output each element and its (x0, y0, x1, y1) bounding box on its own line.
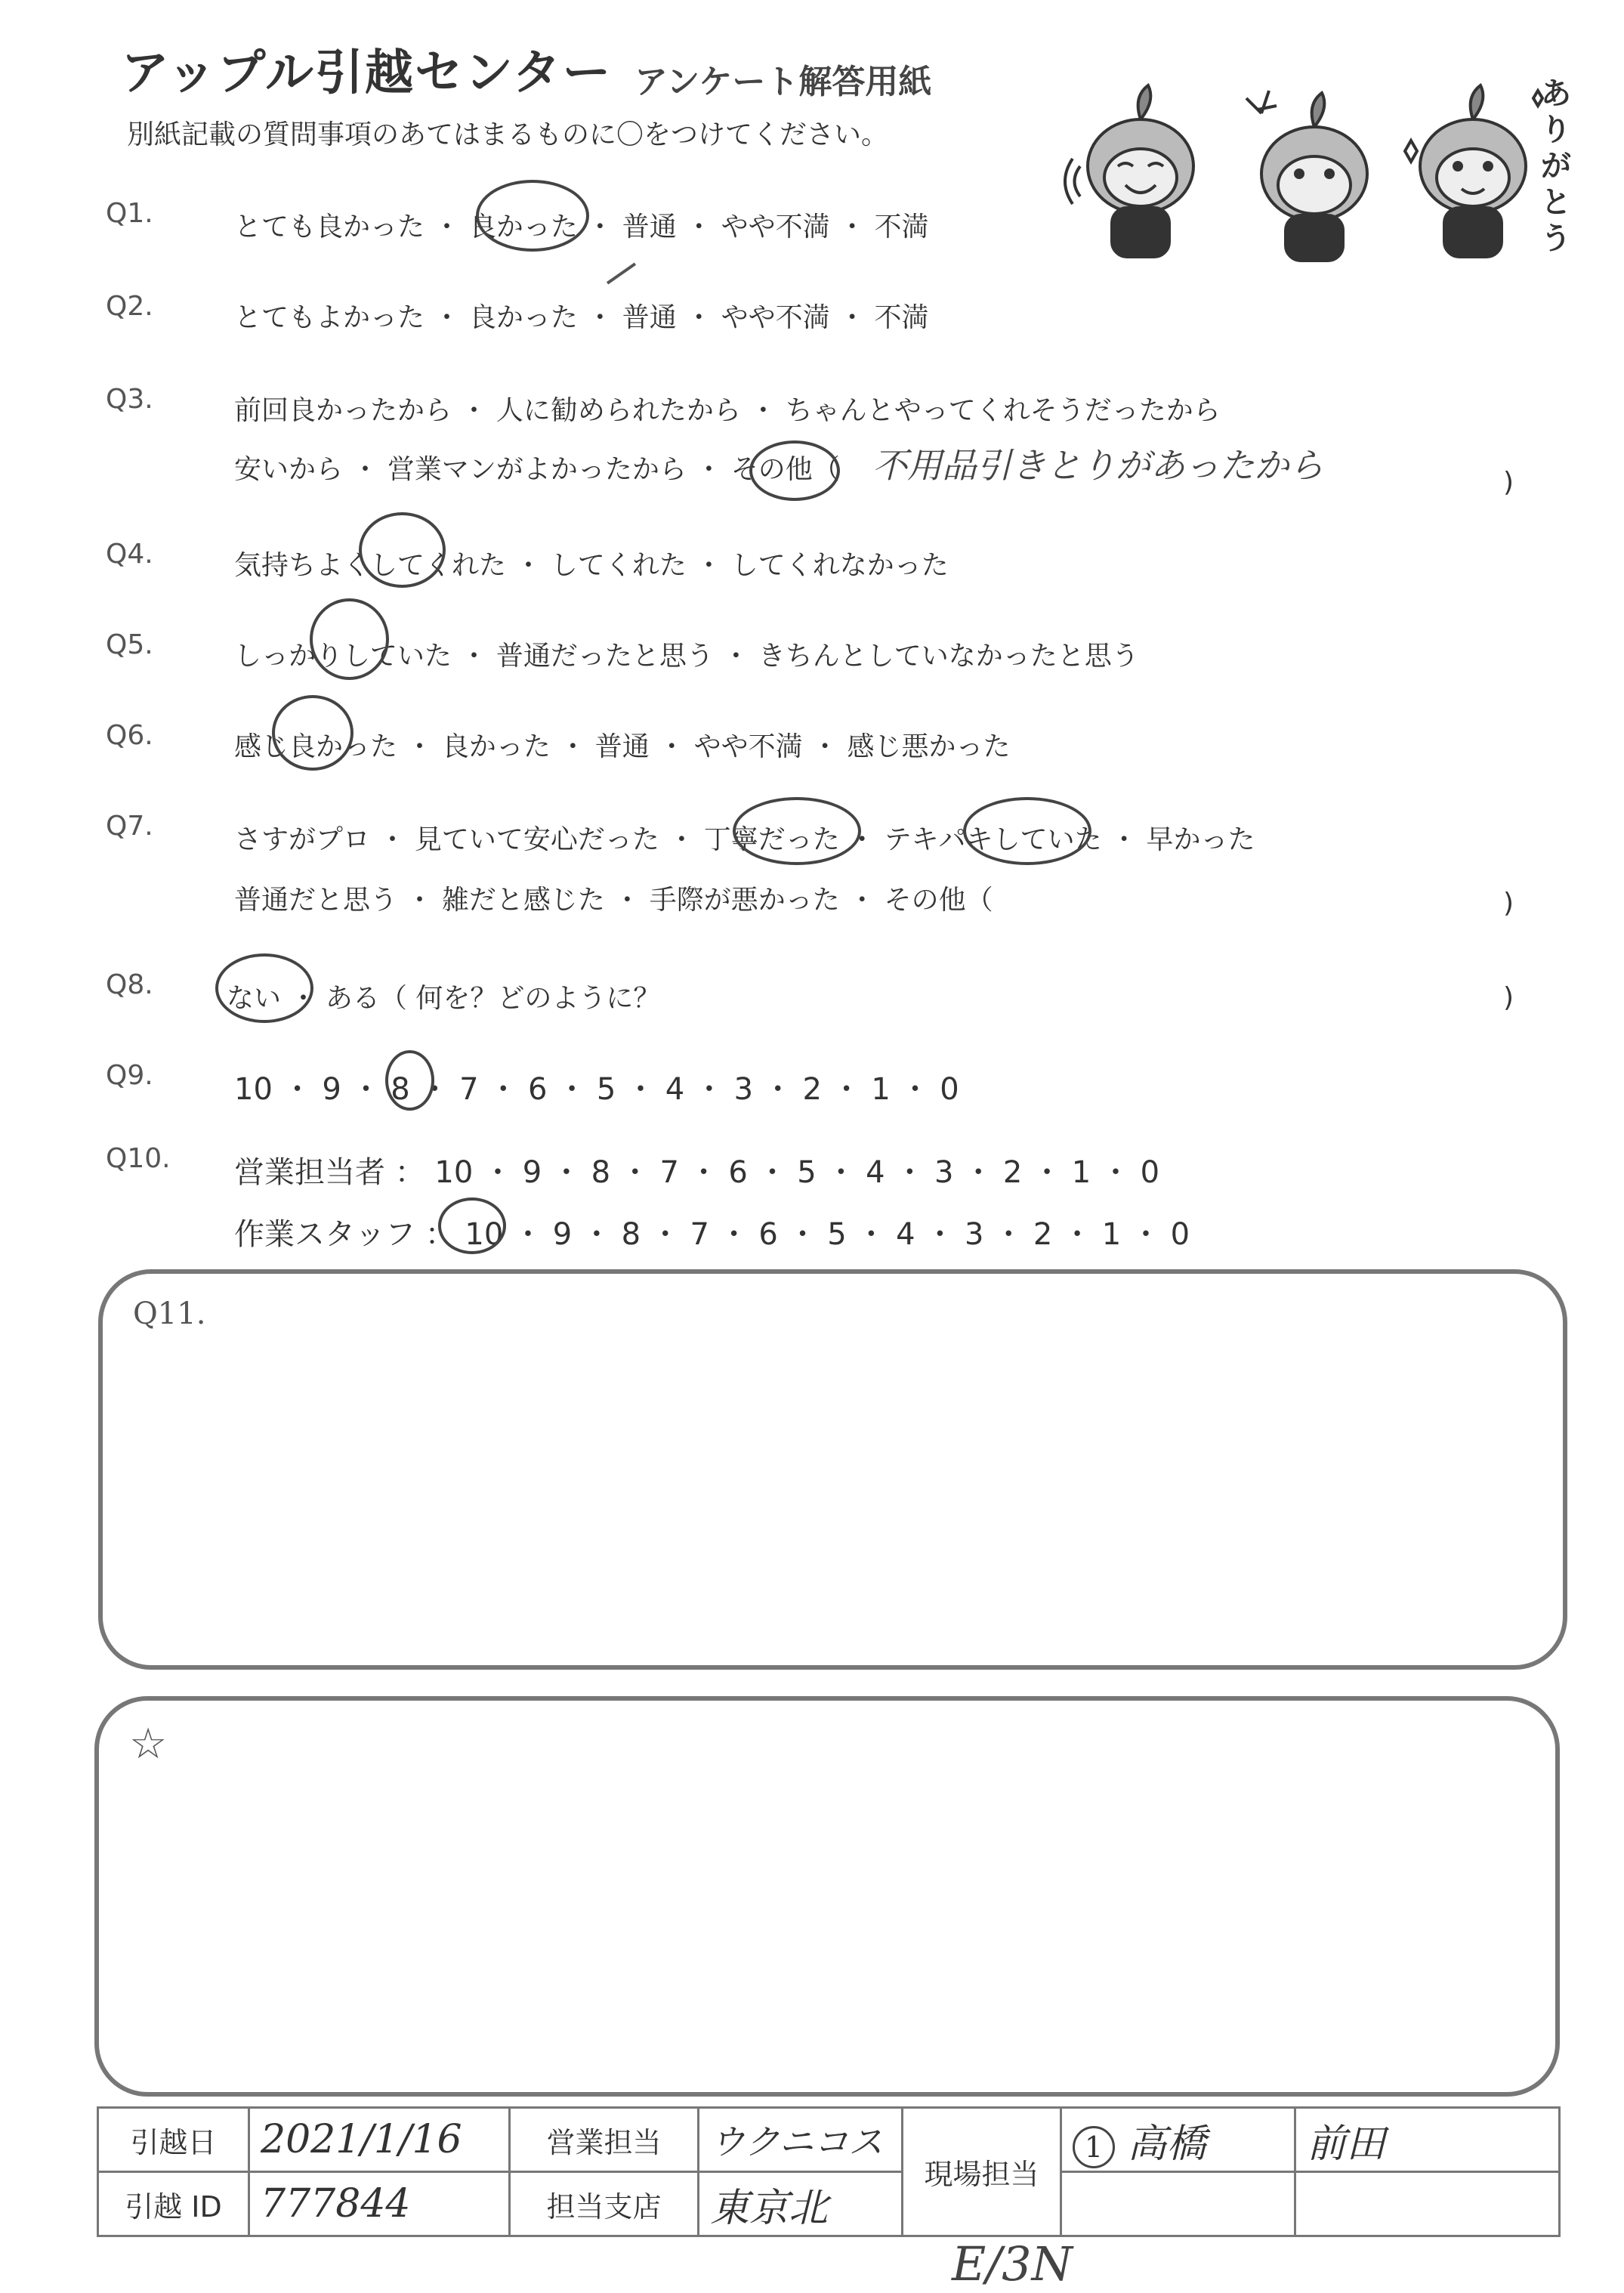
sales-rep-label: 営業担当 (510, 2108, 699, 2172)
q11-box-label: Q11. (133, 1296, 206, 1331)
branch-value: 東京北 (699, 2172, 903, 2236)
q1-label: Q1. (106, 198, 153, 229)
q7-answer-circle-brisk (963, 797, 1091, 865)
q5-label: Q5. (106, 629, 153, 660)
q6-options: 感じ良かった ・ 良かった ・ 普通 ・ やや不満 ・ 感じ悪かった (234, 731, 1011, 762)
footer-info-table (97, 2106, 1561, 2237)
q7-label: Q7. (106, 811, 153, 842)
q10-staff-answer-circle (438, 1197, 506, 1254)
q1-options: とても良かった ・ 良かった ・ 普通 ・ やや不満 ・ 不満 (234, 212, 929, 243)
q6-label: Q6. (106, 720, 153, 751)
instruction-text: 別紙記載の質問事項のあてはまるものに〇をつけてください。 (127, 119, 889, 150)
move-id-label: 引越 ID (98, 2172, 249, 2236)
q3-other-handwritten: 不用品引きとりがあったから (872, 445, 1324, 486)
monkey-mascots-illustration (1050, 53, 1579, 272)
q4-answer-circle (359, 512, 446, 588)
q7-options-line1: さすがプロ ・ 見ていて安心だった ・ 丁寧だった ・ テキパキしていた ・ 早かった (234, 824, 1255, 855)
star-comment-box[interactable] (94, 1696, 1560, 2097)
q2-answer-stroke (607, 262, 636, 284)
form-title: アップル引越センター (121, 45, 613, 101)
q5-options: しっかりしていた ・ 普通だったと思う ・ きちんとしていなかったと思う (234, 641, 1139, 672)
q9-answer-circle (385, 1050, 434, 1111)
site-staff-1-name: 高橋 (1127, 2121, 1206, 2167)
q10-label: Q10. (106, 1143, 171, 1174)
q4-options: 気持ちよくしてくれた ・ してくれた ・ してくれなかった (234, 550, 949, 581)
q8-options: ない ・ ある（ 何を？どのように？ (227, 983, 661, 1014)
move-date-label: 引越日 (98, 2108, 249, 2172)
q8-label: Q8. (106, 969, 153, 1000)
q8-answer-circle (215, 953, 313, 1023)
q8-close-paren: ) (1503, 982, 1514, 1013)
q11-comment-box[interactable] (98, 1269, 1567, 1670)
star-box-label: ☆ (129, 1720, 168, 1769)
q2-options: とてもよかった ・ 良かった ・ 普通 ・ やや不満 ・ 不満 (234, 302, 929, 333)
sales-rep-value: ウクニコス (699, 2108, 903, 2172)
q9-scale: 10 ・ 9 ・ 8 ・ 7 ・ 6 ・ 5 ・ 4 ・ 3 ・ 2 ・ 1 ・ 0 (234, 1072, 959, 1107)
site-staff-label: 現場担当 (903, 2108, 1061, 2236)
q6-answer-circle (272, 695, 354, 771)
q3-close-paren: ) (1503, 467, 1514, 498)
site-staff-3-empty (1061, 2172, 1295, 2236)
q9-label: Q9. (106, 1060, 153, 1091)
q5-answer-circle (310, 598, 389, 680)
q4-label: Q4. (106, 539, 153, 570)
q3-answer-circle (749, 440, 840, 501)
q10-sales-scale: 営業担当者 ： 10 ・ 9 ・ 8 ・ 7 ・ 6 ・ 5 ・ 4 ・ 3 ・ 2 ・ 1 ・ 0 (234, 1155, 1160, 1190)
q7-options-line2: 普通だと思う ・ 雑だと感じた ・ 手際が悪かった ・ その他（ (234, 885, 993, 916)
form-subtitle: アンケート解答用紙 (634, 63, 932, 101)
q7-answer-circle-polite (733, 797, 861, 865)
q3-label: Q3. (106, 384, 153, 415)
thanks-vertical-text: ありがとう (1541, 76, 1571, 256)
site-staff-number: 1 (1073, 2126, 1115, 2168)
q10-staff-scale: 作業スタッフ ： 10 ・ 9 ・ 8 ・ 7 ・ 6 ・ 5 ・ 4 ・ 3 ・ 2 ・ 1 ・ 0 (234, 1217, 1190, 1252)
site-staff-2: 前田 (1295, 2108, 1560, 2172)
bottom-handwritten-note: E/3N (952, 2236, 1073, 2291)
site-staff-1 (1061, 2108, 1295, 2172)
move-date-value: 2021/1/16 (249, 2108, 510, 2172)
branch-label: 担当支店 (510, 2172, 699, 2236)
site-staff-4-empty (1295, 2172, 1560, 2236)
q1-answer-circle (476, 180, 589, 252)
q3-options-line1: 前回良かったから ・ 人に勧められたから ・ ちゃんとやってくれそうだったから (234, 395, 1221, 426)
move-id-value: 777844 (249, 2172, 510, 2236)
q7-close-paren: ) (1503, 888, 1514, 919)
q2-label: Q2. (106, 291, 153, 322)
q3-options-line2: 安いから ・ 営業マンがよかったから ・ その他（ (234, 454, 840, 485)
